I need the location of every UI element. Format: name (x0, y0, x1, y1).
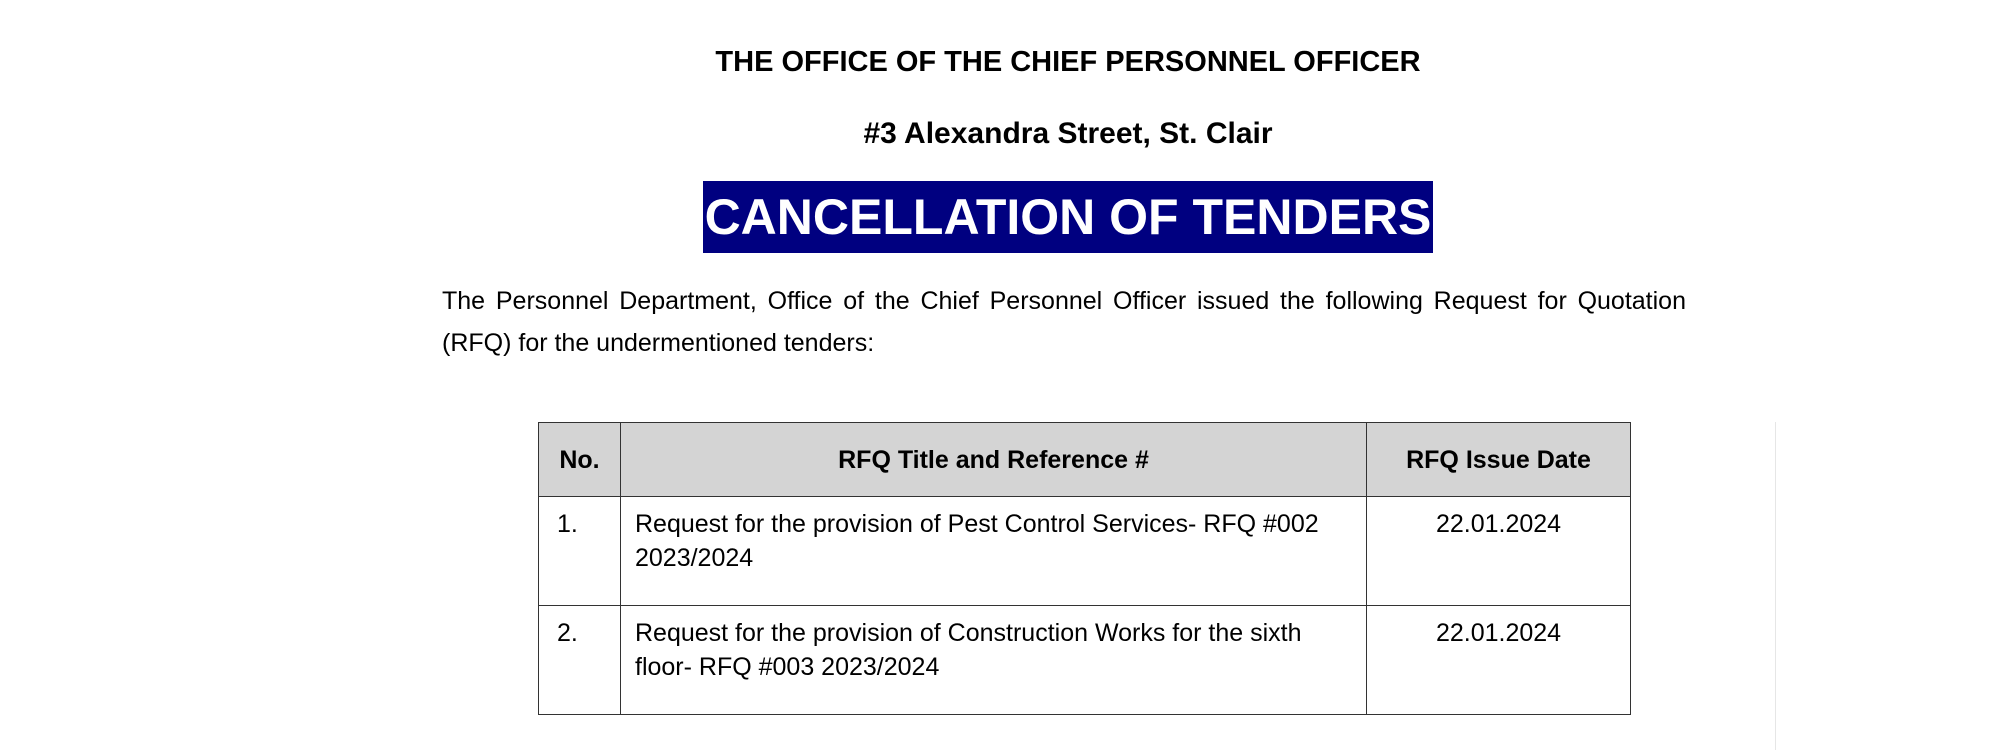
address-heading: #3 Alexandra Street, St. Clair (863, 117, 1273, 150)
column-header-date: RFQ Issue Date (1367, 423, 1631, 497)
organization-heading: THE OFFICE OF THE CHIEF PERSONNEL OFFICER (715, 46, 1421, 78)
tenders-table (538, 422, 1631, 715)
notice-title-container (0, 181, 2000, 253)
table-row (539, 497, 1631, 606)
table-row (539, 606, 1631, 715)
column-header-no: No. (539, 423, 621, 497)
table-header-row (539, 423, 1631, 497)
page-divider (1775, 422, 1776, 750)
rfq-title: Request for the provision of Pest Control Services- RFQ #002 2023/2024 (621, 497, 1367, 606)
notice-title: CANCELLATION OF TENDERS (703, 181, 1434, 253)
column-header-title: RFQ Title and Reference # (621, 423, 1367, 497)
row-number: 1. (539, 497, 621, 606)
rfq-issue-date: 22.01.2024 (1367, 497, 1631, 606)
rfq-issue-date: 22.01.2024 (1367, 606, 1631, 715)
rfq-title: Request for the provision of Construction Works for the sixth floor- RFQ #003 2023/2024 (621, 606, 1367, 715)
intro-paragraph: The Personnel Department, Office of the Chief Personnel Officer issued the following Request for Quotation (RFQ) for the undermentioned tenders: (442, 287, 1686, 357)
row-number: 2. (539, 606, 621, 715)
